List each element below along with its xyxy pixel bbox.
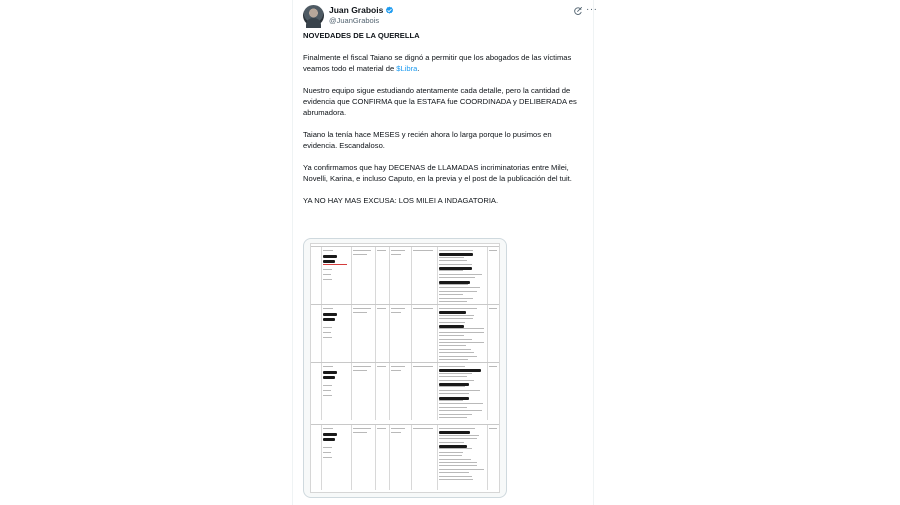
tweet-paragraph-2: Nuestro equipo sigue estudiando atentamente cada detalle, pero la cantidad de evidencia que CONFIRMA que la ESTAFA fue COORDINADA y DELIBERADA es abrumadora. bbox=[303, 86, 577, 117]
document-scan bbox=[310, 243, 500, 493]
document-row bbox=[311, 304, 499, 362]
tweet-title: NOVEDADES DE LA QUERELLA bbox=[303, 31, 420, 40]
more-options-icon[interactable]: ··· bbox=[586, 4, 598, 15]
author-avatar[interactable] bbox=[303, 5, 324, 26]
tweet-paragraph-5: YA NO HAY MAS EXCUSA: LOS MILEI A INDAGATORIA. bbox=[303, 196, 499, 205]
paragraph-1-text: Finalmente el fiscal Taiano se dignó a permitir que los abogados de las víctimas veamos todo el material de bbox=[303, 53, 572, 73]
cashtag-link[interactable]: $Libra bbox=[396, 64, 418, 73]
tweet-text bbox=[303, 30, 586, 217]
author-handle[interactable]: @JuanGrabois bbox=[329, 16, 380, 25]
tweet-paragraph-1 bbox=[303, 52, 586, 74]
verified-badge-icon bbox=[385, 6, 394, 15]
document-row bbox=[311, 362, 499, 420]
tweet-header bbox=[303, 4, 598, 27]
author-display-name[interactable]: Juan Grabois bbox=[329, 5, 384, 15]
paragraph-1-end: . bbox=[417, 64, 420, 73]
grok-icon[interactable] bbox=[573, 6, 583, 16]
author-info[interactable] bbox=[329, 5, 394, 27]
tweet-paragraph-3: Taiano la tenía hace MESES y recién ahora lo larga porque lo pusimos en evidencia. Escandaloso. bbox=[303, 130, 552, 150]
document-row bbox=[311, 424, 499, 490]
document-row bbox=[311, 246, 499, 304]
tweet-card[interactable] bbox=[292, 0, 598, 505]
tweet-paragraph-4: Ya confirmamos que hay DECENAS de LLAMADAS incriminatorias entre Milei, Novelli, Karina, e incluso Caputo, en la previa y el post de la publicación del tuit. bbox=[303, 163, 572, 183]
tweet-media-image[interactable] bbox=[303, 238, 507, 498]
